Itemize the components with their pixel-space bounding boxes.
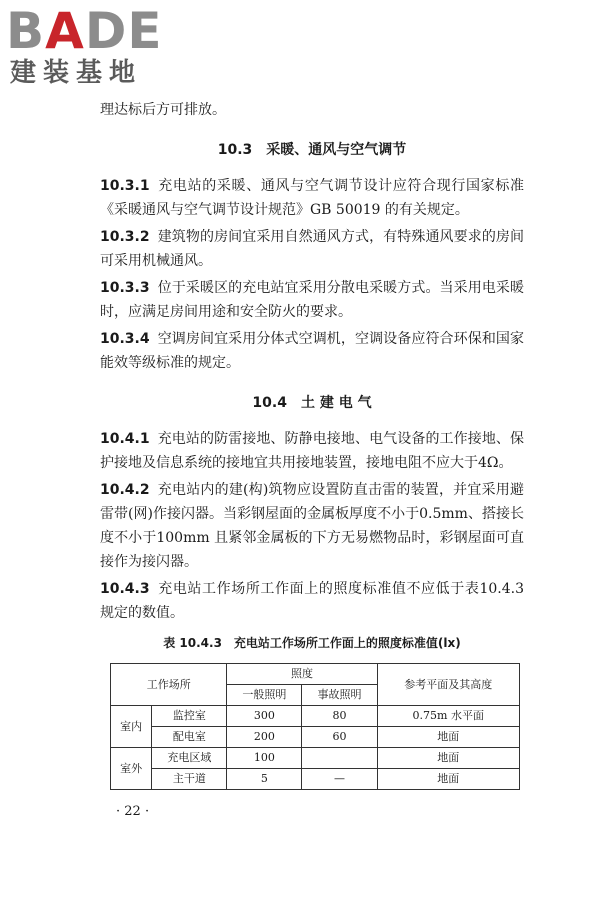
cell-emergency: 80 [302,706,377,727]
header-illuminance: 照度 [227,664,377,685]
clause-text: 建筑物的房间宜采用自然通风方式，有特殊通风要求的房间可采用机械通风。 [100,229,524,269]
clause-10-3-4 [100,327,524,375]
clause-10-4-3 [100,577,524,625]
cell-normal: 100 [227,748,302,769]
intro-continuation: 理达标后方可排放。 [100,102,226,118]
logo-letter-e: E [127,2,163,60]
cell-place: 充电区域 [152,748,227,769]
header-emergency-lighting: 事故照明 [302,685,377,706]
clause-number: 10.3.1 [100,178,150,194]
clause-number: 10.4.3 [100,581,150,597]
cell-normal: 200 [227,727,302,748]
cell-place: 配电室 [152,727,227,748]
table-title: 表 10.4.3 充电站工作场所工作面上的照度标准值(lx) [163,636,461,650]
logo-wordmark [6,2,206,60]
clause-text: 位于采暖区的充电站宜采用分散电采暖方式。当采用电采暖时，应满足房间用途和安全防火的要求。 [100,280,524,320]
cell-normal: 300 [227,706,302,727]
logo-letter-a: A [45,2,85,60]
clause-10-3-1 [100,174,524,222]
clause-number: 10.3.2 [100,229,150,245]
page-number: · 22 · [116,804,150,819]
logo-chinese-text: 建装基地 [10,58,143,88]
section-heading-10-4: 10.4 土 建 电 气 [252,395,372,411]
section-heading-10-3: 10.3 采暖、通风与空气调节 [217,142,407,158]
clause-10-4-1 [100,427,524,475]
cell-emergency: 60 [302,727,377,748]
clause-number: 10.4.1 [100,431,150,447]
cell-emergency [302,748,377,769]
clause-text: 充电站的采暖、通风与空气调节设计应符合现行国家标准《采暖通风与空气调节设计规范》GB 50019 的有关规定。 [100,178,524,218]
group-indoor: 室内 [111,706,152,748]
cell-reference: 地面 [377,769,520,790]
clause-number: 10.3.3 [100,280,150,296]
clause-text: 充电站内的建(构)筑物应设置防直击雷的装置，并宜采用避雷带(网)作接闪器。当彩钢屋面的金属板厚度不小于0.5mm、搭接长度不小于100mm 且紧邻金属板的下方无易燃物品时，彩钢屋面可直接作为接闪器。 [100,482,524,570]
table-header-row [111,664,520,685]
cell-place: 监控室 [152,706,227,727]
table-row [111,727,520,748]
clause-text: 空调房间宜采用分体式空调机，空调设备应符合环保和国家能效等级标准的规定。 [100,331,524,371]
table-row [111,748,520,769]
cell-normal: 5 [227,769,302,790]
logo-letter-d: D [84,2,128,60]
clause-10-4-2 [100,478,524,574]
clause-number: 10.4.2 [100,482,150,498]
group-outdoor: 室外 [111,748,152,790]
clause-10-3-3 [100,276,524,324]
cell-place: 主干道 [152,769,227,790]
header-reference: 参考平面及其高度 [377,664,520,706]
clause-number: 10.3.4 [100,331,150,347]
table-row [111,769,520,790]
clause-text: 充电站的防雷接地、防静电接地、电气设备的工作接地、保护接地及信息系统的接地宜共用接地装置，接地电阻不应大于4Ω。 [100,431,524,471]
illuminance-table [110,663,520,790]
cell-reference: 地面 [377,727,520,748]
cell-reference: 地面 [377,748,520,769]
bade-logo [6,2,206,96]
cell-reference: 0.75m 水平面 [377,706,520,727]
table-row [111,706,520,727]
clause-text: 充电站工作场所工作面上的照度标准值不应低于表10.4.3规定的数值。 [100,581,524,621]
header-workplace: 工作场所 [111,664,227,706]
clause-10-3-2 [100,225,524,273]
logo-letter-b: B [6,2,46,60]
cell-emergency: — [302,769,377,790]
document-body [100,98,524,790]
header-normal-lighting: 一般照明 [227,685,302,706]
